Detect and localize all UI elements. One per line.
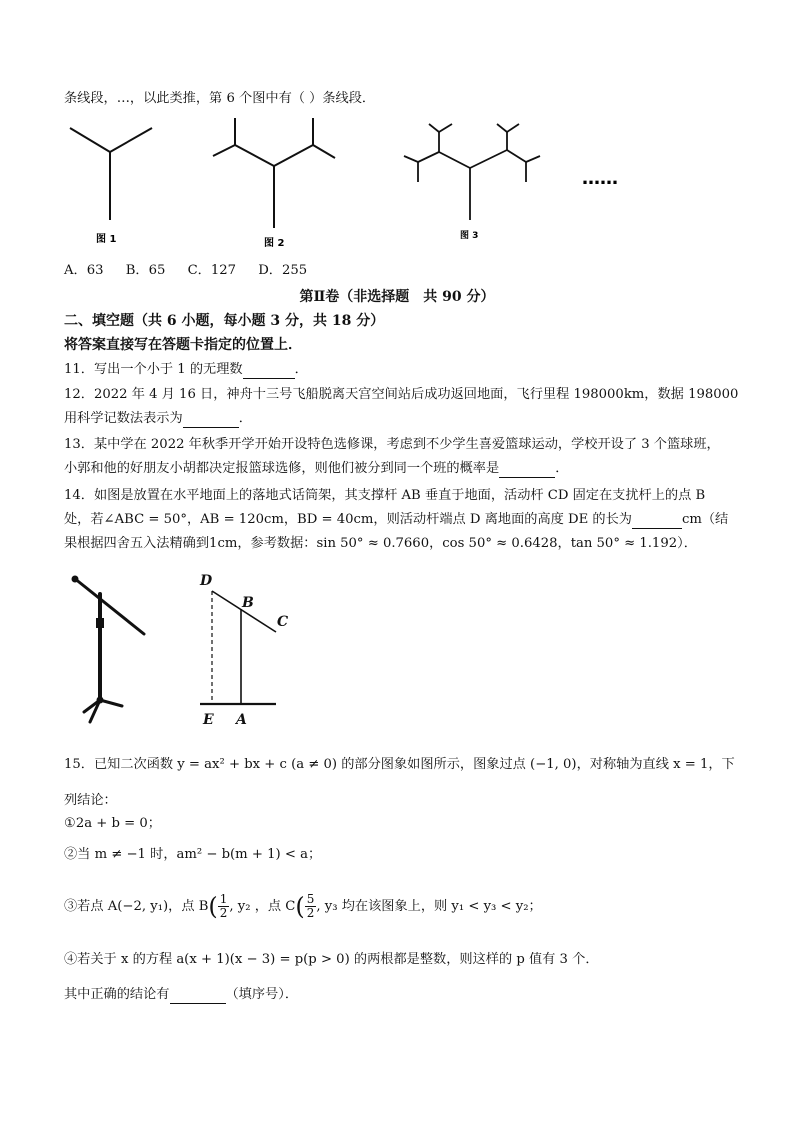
q12-end: ． — [238, 411, 252, 426]
figure-2-tree — [213, 118, 335, 228]
q10-text-tail: 条线段，…，以此类推，第 6 个图中有（ ）条线段． — [64, 91, 376, 106]
q13-answer-blank — [499, 463, 555, 478]
q13-line2-text: 小郭和他的好朋友小胡都决定报篮球选修，则他们被分到同一个班的概率是 — [64, 461, 500, 476]
q15-conclusion-2: ②当 m ≠ −1 时，am² − b(m + 1) < a； — [64, 847, 322, 862]
q15-final-post: （填序号）． — [225, 987, 299, 1002]
figure-1-label: 图 1 — [96, 234, 117, 245]
figure-2-label: 图 2 — [264, 238, 285, 249]
q15-c3-pre: ③若点 A(−2, y₁)，点 B — [64, 899, 209, 914]
q10-options — [64, 262, 325, 280]
q10-option-d: D．255 — [258, 263, 308, 278]
q11 — [64, 361, 308, 379]
q14-line2-end: cm（结 — [681, 512, 729, 527]
q14-label-d: D — [200, 573, 213, 589]
q13-end: ． — [555, 461, 569, 476]
q12-answer-blank — [183, 413, 239, 428]
q14-line2 — [64, 511, 728, 529]
q10-option-c: C．127 — [187, 263, 237, 278]
figure-3-label: 图 3 — [460, 231, 479, 241]
figure-1-tree — [70, 128, 152, 220]
q14-line3: 果根据四舍五入法精确到1cm，参考数据：sin 50° ≈ 0.7660，cos 50° ≈ 0.6428，tan 50° ≈ 1.192）． — [64, 536, 697, 551]
q11-end: ． — [294, 362, 308, 377]
q14-label-e: E — [203, 712, 214, 728]
q14-geometry-diagram — [200, 591, 276, 704]
q15-conclusion-3: ③若点 A(−2, y₁)，点 B( $\frac{1}{2}$ , y₂ ，点 C( $\frac{5}{2}$ , y₃ 均在该图象上，则 y₁ < y₃ < y₂； — [64, 892, 542, 921]
section-2-instruction: 将答案直接写在答题卡指定的位置上． — [64, 337, 302, 353]
q10-option-b: B．65 — [125, 263, 166, 278]
q14-line2-text: 处，若∠ABC = 50°，AB = 120cm，BD = 40cm，则活动杆端点 D 离地面的高度 DE 的长为 — [64, 512, 632, 527]
q13-line2 — [64, 460, 568, 478]
q13-line1: 13．某中学在 2022 年秋季开学开始开设特色选修课，考虑到不少学生喜爱篮球运动，学校开设了 3 个篮球班， — [64, 437, 720, 452]
q15-c3-mid2: , y₃ 均在该图象上，则 y₁ < y₃ < y₂； — [316, 899, 542, 914]
q10-figures — [60, 112, 640, 252]
q12-line1: 12．2022 年 4 月 16 日，神舟十三号飞船脱离天宫空间站后成功返回地面，飞行里程 198000km，数据 198000 — [64, 387, 739, 402]
q14-figures — [60, 566, 310, 730]
figure-3-tree — [404, 124, 540, 220]
q14-label-b: B — [242, 595, 254, 611]
q15-final — [64, 986, 298, 1004]
q11-text: 11．写出一个小于 1 的无理数 — [64, 362, 243, 377]
q14-line1: 14．如图是放置在水平地面上的落地式话筒架，其支撑杆 AB 垂直于地面，活动杆 CD 固定在支扰杆上的点 B — [64, 488, 706, 503]
section-2-title: 第Ⅱ卷（非选择题 共 90 分） — [299, 289, 495, 305]
q14-answer-blank — [632, 514, 682, 529]
q15-answer-blank — [170, 989, 226, 1004]
q12-line2 — [64, 410, 252, 428]
section-2-heading: 二、填空题（共 6 小题，每小题 3 分，共 18 分） — [64, 313, 385, 329]
q15-line1: 15．已知二次函数 y = ax² + bx + c (a ≠ 0) 的部分图象如图所示，图象过点 (−1, 0)，对称轴为直线 x = 1，下 — [64, 757, 735, 772]
q15-frac-b: $\frac{1}{2}$ — [219, 892, 228, 920]
q15-conclusion-1: ①2a + b = 0； — [64, 816, 161, 831]
q14-label-c: C — [277, 614, 289, 630]
q12-line2-text: 用科学记数法表示为 — [64, 411, 183, 426]
figure-continuation-dots: …… — [582, 168, 618, 189]
q11-answer-blank — [243, 364, 295, 379]
q14-label-a: A — [236, 712, 247, 728]
q15-c3-mid1: , y₂ ，点 C — [229, 899, 296, 914]
q15-conclusion-4: ④若关于 x 的方程 a(x + 1)(x − 3) = p(p > 0) 的两根都是整数，则这样的 p 值有 3 个． — [64, 952, 599, 967]
q15-frac-c: $\frac{5}{2}$ — [306, 892, 315, 920]
q15-final-pre: 其中正确的结论有 — [64, 987, 170, 1002]
q10-option-a: A．63 — [64, 263, 104, 278]
q15-line2: 列结论： — [64, 793, 117, 808]
microphone-stand-drawing — [72, 576, 144, 722]
